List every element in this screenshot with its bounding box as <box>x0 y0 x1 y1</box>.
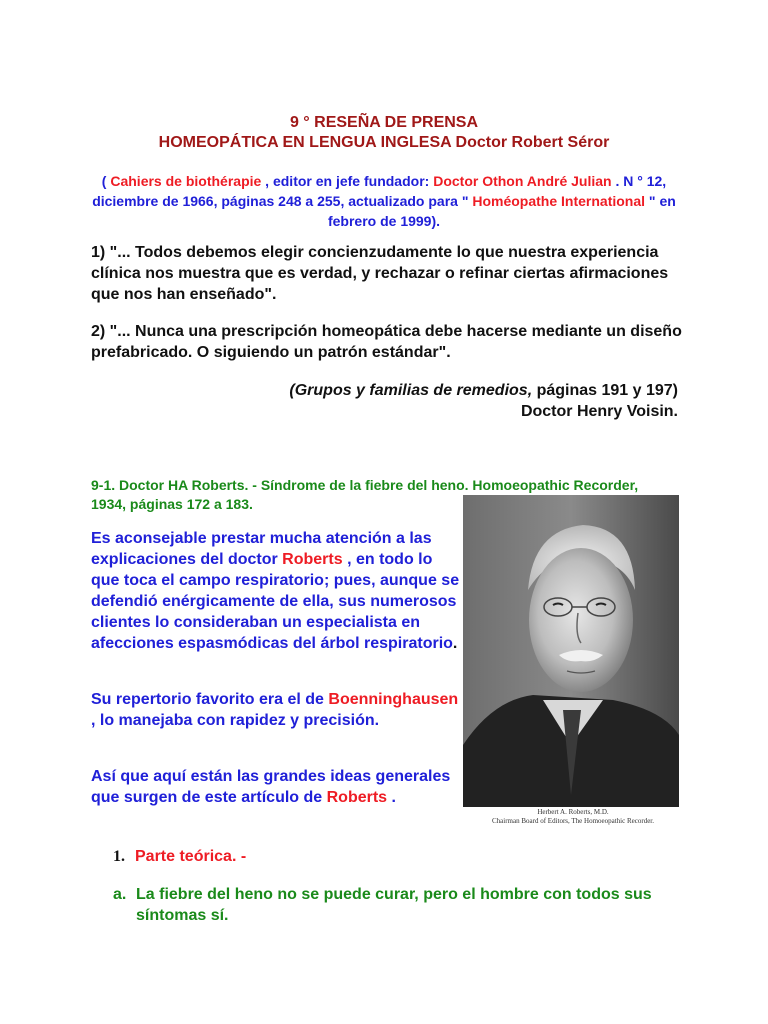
quote-1: 1) "... Todos debemos elegir concienzudamente lo que nuestra experiencia clínica nos muestra que es verdad, y rechazar o refinar ciertas afirmaciones que nos han enseñado". <box>91 244 669 303</box>
list-item-1 <box>113 846 246 867</box>
portrait-photo <box>463 495 679 807</box>
paragraph-1-text-b: , en todo lo que toca el campo respiratorio; pues, aunque se defendió enérgicamente de ella, sus numerosos clientes lo consideraban un especialista en afecciones espasmódicas del árbol respiratorio <box>91 551 460 652</box>
paragraph-1-end: . <box>452 635 458 652</box>
citation-editor-name: Doctor Othon André Julian <box>433 173 612 189</box>
list-item-1-number: 1. <box>113 848 125 865</box>
source-citation <box>84 171 684 231</box>
caption-line2: Chairman Board of Editors, The Homoeopathic Recorder. <box>492 817 654 825</box>
paragraph-3-text-b: . <box>387 789 396 806</box>
list-item-a-text: La fiebre del heno no se puede curar, pero el hombre con todos sus síntomas sí. <box>136 886 652 924</box>
paragraph-3-text-a: Así que aquí están las grandes ideas generales que surgen de este artículo de <box>91 768 451 806</box>
attribution-source <box>289 380 678 401</box>
document-title-line1: 9 ° RESEÑA DE PRENSA <box>289 114 479 131</box>
photo-caption <box>458 808 688 826</box>
section-heading: 9-1. Doctor HA Roberts. - Síndrome de la fiebre del heno. Homoeopathic Recorder, 1934, páginas 172 a 183. <box>91 477 639 512</box>
paragraph-2-text-a: Su repertorio favorito era el de <box>91 691 329 708</box>
paragraph-2-name: Boenninghausen <box>328 691 459 708</box>
paragraph-3 <box>91 766 463 808</box>
list-item-1-text: Parte teórica. - <box>135 848 247 865</box>
paragraph-1 <box>91 528 463 654</box>
portrait-image <box>463 495 679 807</box>
list-item-a-marker: a. <box>113 886 127 903</box>
attribution-author: Doctor Henry Voisin. <box>520 403 678 420</box>
citation-publication: Homéopathe International <box>472 193 646 209</box>
citation-journal: Cahiers de biothérapie <box>110 173 262 189</box>
attribution-pages: páginas 191 y 197) <box>532 382 678 399</box>
paragraph-2 <box>91 689 463 731</box>
document-title-line2: HOMEOPÁTICA EN LENGUA INGLESA Doctor Robert Séror <box>158 134 610 151</box>
citation-open: ( <box>101 173 111 189</box>
paragraph-1-name: Roberts <box>282 551 343 568</box>
citation-editor-text: , editor en jefe fundador: <box>261 173 434 189</box>
attribution-work: (Grupos y familias de remedios, <box>289 382 533 399</box>
quote-attribution <box>289 380 678 422</box>
caption-line1: Herbert A. Roberts, M.D. <box>537 808 609 816</box>
quote-2: 2) "... Nunca una prescripción homeopática debe hacerse mediante un diseño prefabricado. O siguiendo un patrón estándar". <box>91 323 682 361</box>
list-item-a <box>113 884 673 926</box>
paragraph-1-text-a: Es aconsejable prestar mucha atención a las explicaciones del doctor <box>91 530 432 568</box>
citation-close: " en febrero de 1999). <box>327 193 676 229</box>
citation-details: . N ° 12, diciembre de 1966, páginas 248 a 255, actualizado para " <box>92 173 667 209</box>
paragraph-2-text-b: , lo manejaba con rapidez y precisión. <box>91 712 380 729</box>
paragraph-3-name: Roberts <box>326 789 388 806</box>
